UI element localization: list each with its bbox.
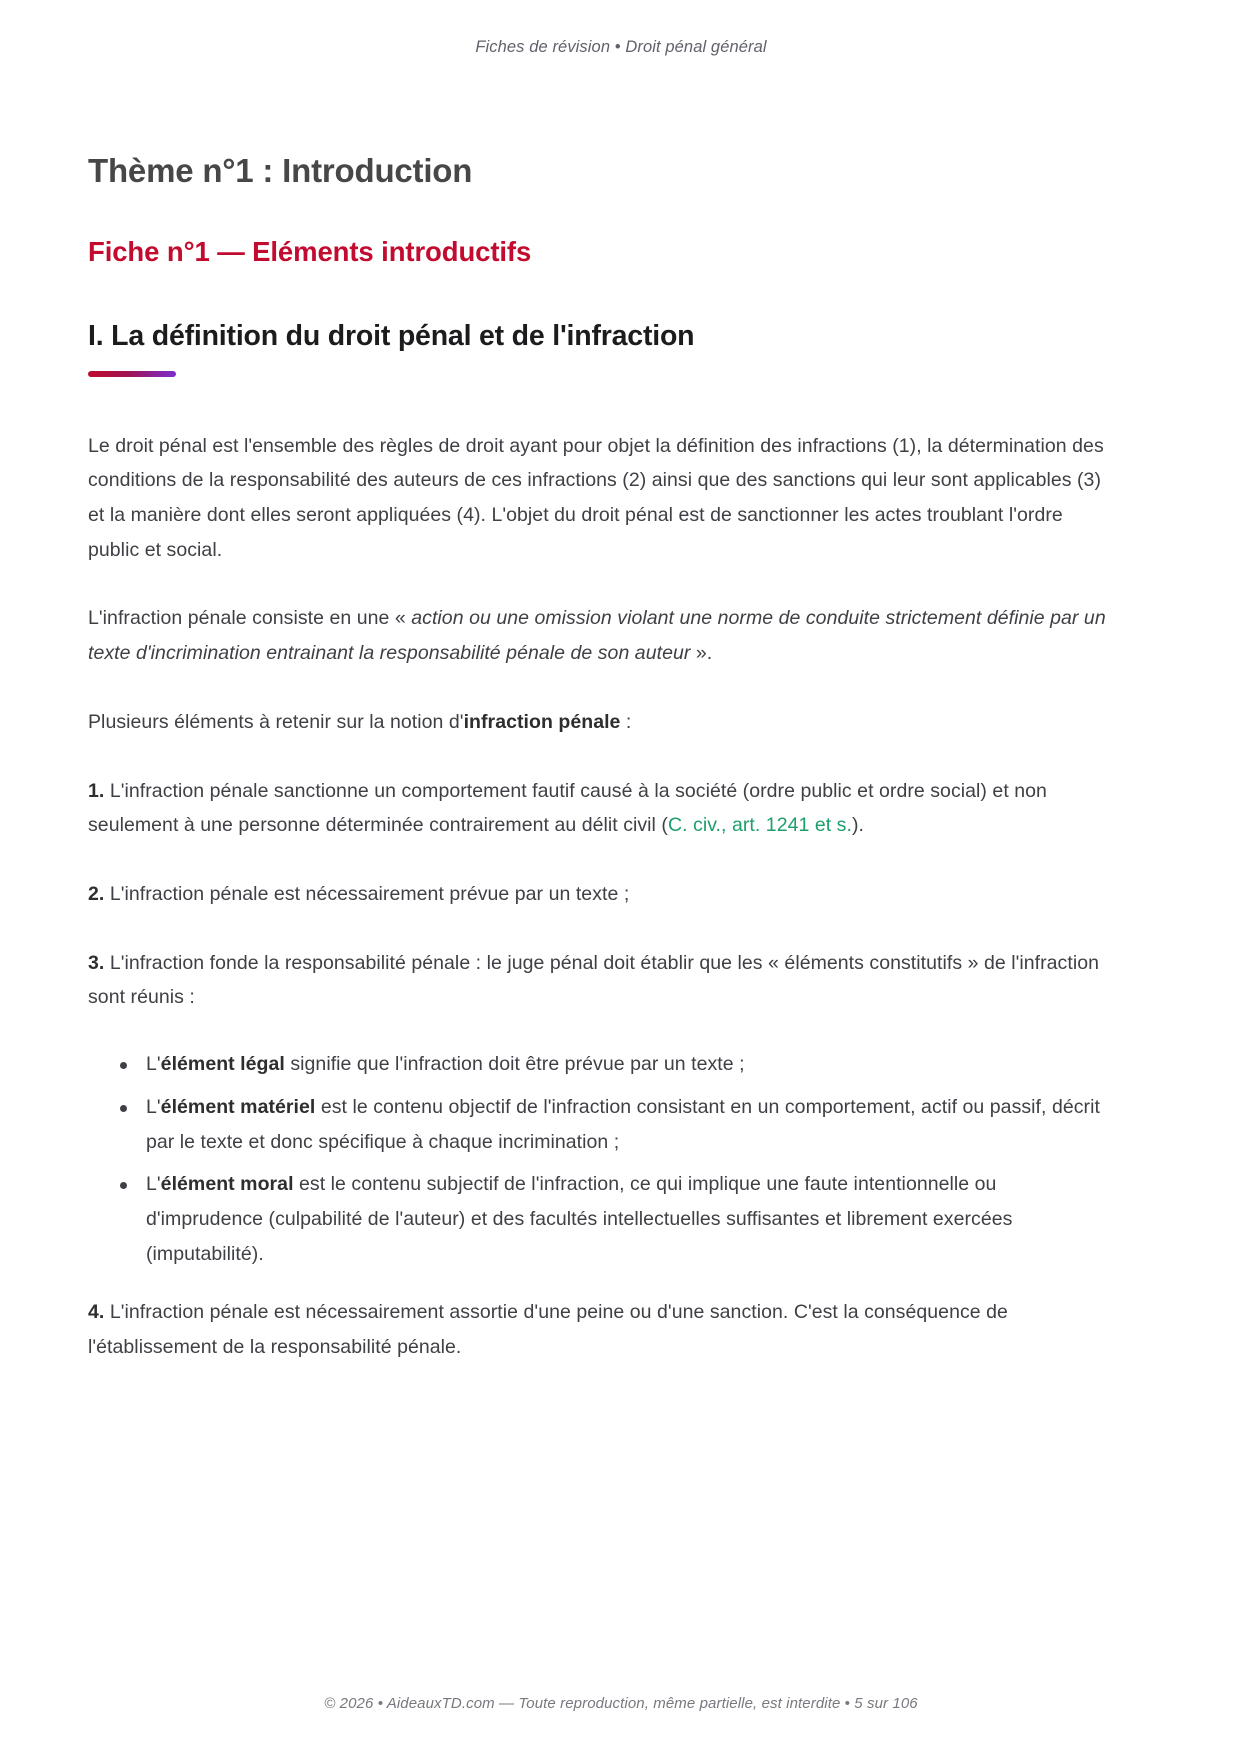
bullet-1-term: élément légal	[160, 1053, 285, 1076]
numbered-item-2	[88, 877, 1114, 912]
numbered-item-4-number: 4.	[88, 1301, 105, 1324]
bullet-3-tail: est le contenu subjectif de l'infraction, ce qui implique une faute intentionnelle ou d'imprudence (culpabilité de l'auteur) et des facultés intellectuelles suffisantes et librement exercées (imputabilité).	[146, 1173, 1013, 1265]
numbered-item-1-number: 1.	[88, 779, 105, 802]
bullet-2-term: élément matériel	[160, 1095, 316, 1118]
legal-citation-link[interactable]: C. civ., art. 1241 et s.	[667, 814, 852, 837]
quote-tail: ».	[690, 642, 713, 665]
quote-body: action ou une omission violant une norme de conduite strictement définie par un texte d'incrimination entrainant la responsabilité pénale de son auteur	[88, 607, 1106, 665]
quote-lead: L'infraction pénale consiste en une «	[88, 607, 412, 630]
paragraph-quote	[88, 601, 1114, 670]
section-accent-rule	[88, 371, 176, 377]
constitutive-elements-list	[88, 1047, 1114, 1271]
paragraph-definition-text: Le droit pénal est l'ensemble des règles de droit ayant pour objet la définition des infractions (1), la détermination des conditions de la responsabilité des auteurs de ces infractions (2) ainsi que des sanctions qui leur sont applicables (3) et la manière dont elles seront appliquées (4). L'objet du droit pénal est de sanctionner les actes troublant l'ordre public et social.	[88, 434, 1104, 561]
section-title: I. La définition du droit pénal et de l'infraction	[88, 319, 695, 352]
list-item	[88, 1047, 1114, 1082]
numbered-item-1	[88, 774, 1114, 843]
numbered-item-3	[88, 946, 1114, 1015]
intro-list-emphasis: infraction pénale	[463, 710, 621, 733]
numbered-item-2-text: L'infraction pénale est nécessairement prévue par un texte ;	[104, 883, 630, 905]
bullet-2-tail: est le contenu objectif de l'infraction consistant en un comportement, actif ou passif, décrit par le texte et donc spécifique à chaque incrimination ;	[146, 1095, 1100, 1153]
page-footer: © 2026 • AideauxTD.com — Toute reproduction, même partielle, est interdite • 5 sur 106	[324, 1695, 918, 1712]
numbered-item-4	[88, 1295, 1114, 1364]
numbered-item-1-text-b: ).	[851, 814, 864, 837]
numbered-item-1-text-a: L'infraction pénale sanctionne un comportement fautif causé à la société (ordre public et ordre social) et non seulement à une personne déterminée contrairement au délit civil (	[88, 779, 1047, 837]
fiche-title: Fiche n°1 — Eléments introductifs	[88, 236, 532, 268]
bullet-3-lead: L'	[146, 1173, 161, 1196]
numbered-item-4-text: L'infraction pénale est nécessairement assortie d'une peine ou d'une sanction. C'est la conséquence de l'établissement de la responsabilité pénale.	[88, 1301, 1008, 1359]
numbered-item-2-number: 2.	[88, 883, 105, 905]
theme-title: Thème n°1 : Introduction	[88, 152, 473, 189]
bullet-3-term: élément moral	[160, 1173, 294, 1196]
bullet-1-tail: signifie que l'infraction doit être prévue par un texte ;	[284, 1053, 745, 1076]
list-item	[88, 1167, 1114, 1271]
intro-list-tail: :	[620, 710, 632, 733]
paragraph-definition	[88, 429, 1114, 568]
intro-list-lead: Plusieurs éléments à retenir sur la notion d'	[88, 710, 464, 733]
paragraph-intro-list	[88, 705, 1114, 740]
numbered-item-3-text: L'infraction fonde la responsabilité pénale : le juge pénal doit établir que les « éléments constitutifs » de l'infraction sont réunis :	[88, 951, 1099, 1009]
list-item	[88, 1090, 1114, 1159]
document-content	[88, 150, 1114, 1399]
numbered-item-3-number: 3.	[88, 951, 105, 974]
bullet-2-lead: L'	[146, 1095, 161, 1118]
bullet-1-lead: L'	[146, 1053, 161, 1076]
running-header: Fiches de révision • Droit pénal général	[475, 38, 767, 56]
